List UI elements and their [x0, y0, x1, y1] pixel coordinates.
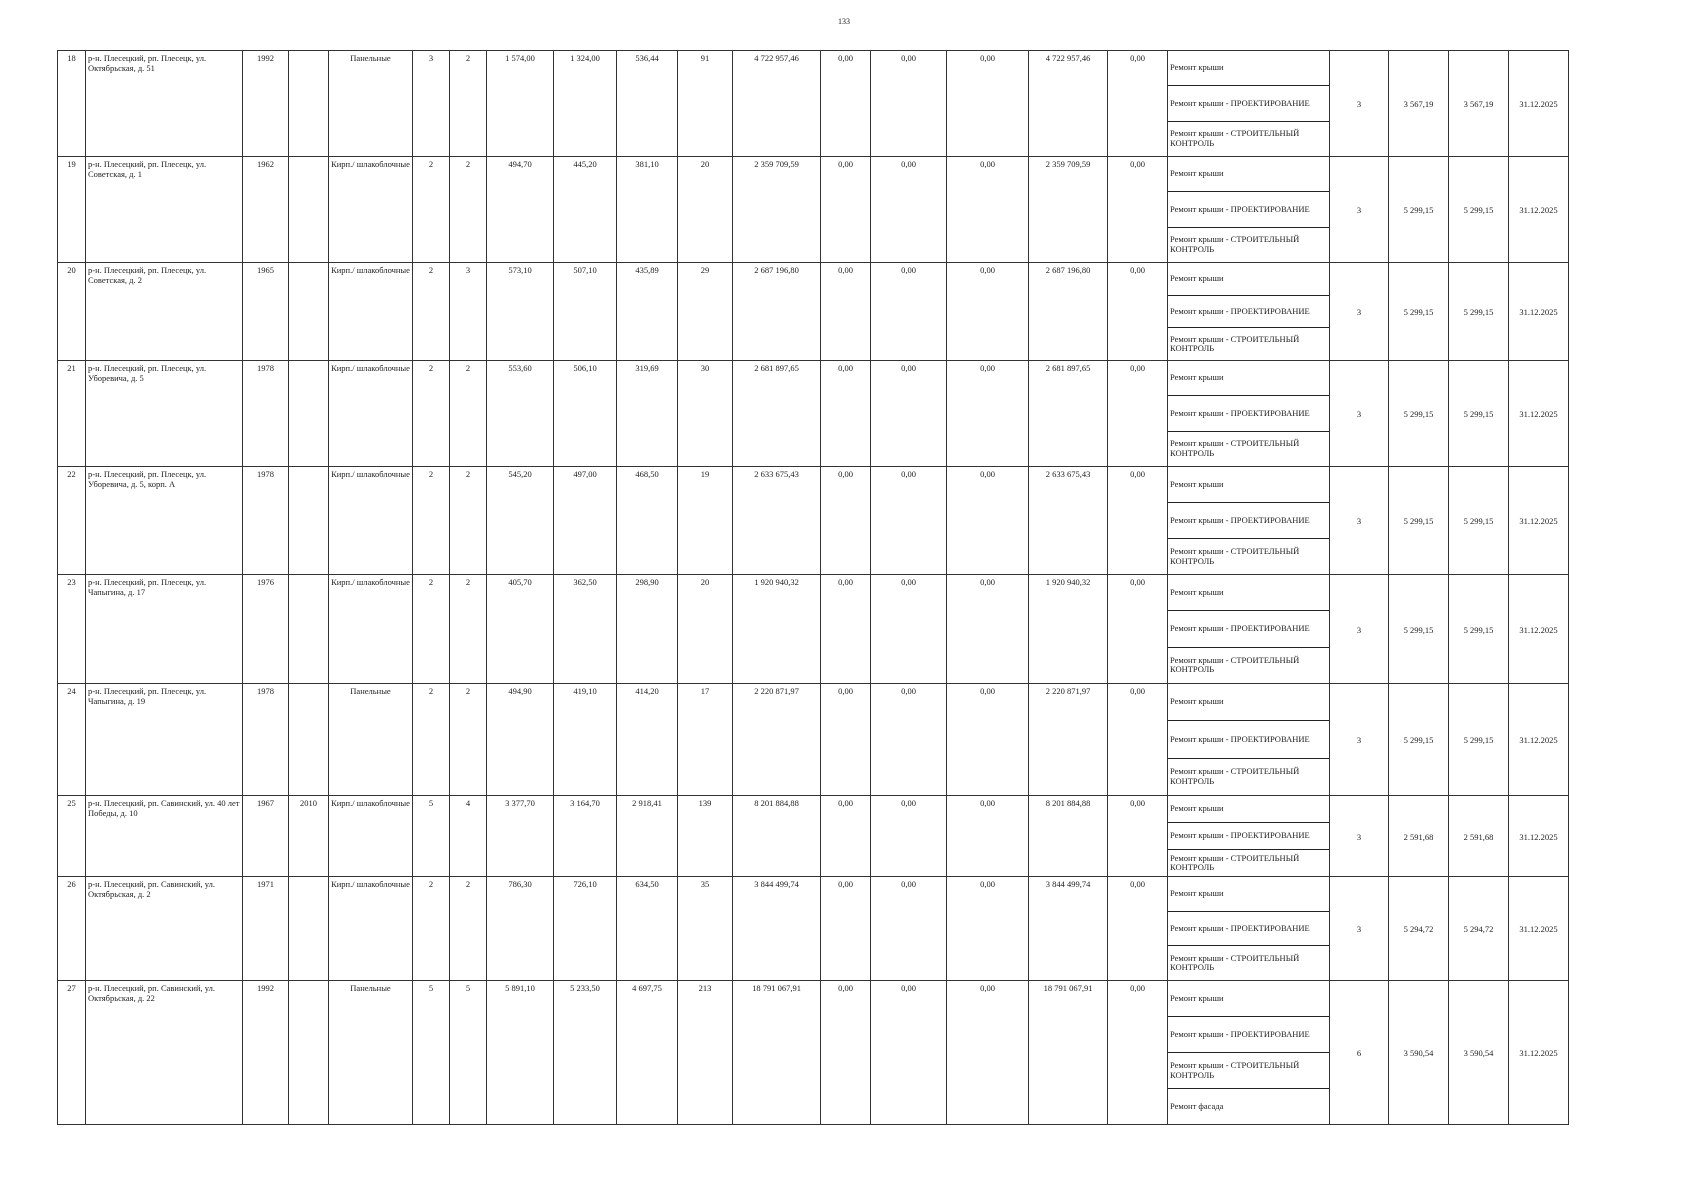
cell-p1: 3 590,54 — [1389, 981, 1449, 1125]
cell-tot: 1 920 940,32 — [733, 575, 821, 684]
table-row — [58, 263, 1569, 361]
cell-a3: 435,89 — [617, 263, 678, 361]
table-row — [58, 467, 1569, 575]
cell-mat: Кирп./ шлакоблочные — [329, 361, 413, 467]
cell-f1: 0,00 — [821, 877, 871, 981]
work-item: Ремонт крыши — [1168, 684, 1329, 721]
cell-a1: 573,10 — [487, 263, 554, 361]
work-item: Ремонт крыши — [1168, 51, 1329, 86]
cell-f3: 0,00 — [947, 467, 1029, 575]
cell-mat: Панельные — [329, 51, 413, 157]
cell-tot: 2 681 897,65 — [733, 361, 821, 467]
work-item: Ремонт крыши - СТРОИТЕЛЬНЫЙ КОНТРОЛЬ — [1168, 1053, 1329, 1089]
cell-own: 2 687 196,80 — [1029, 263, 1108, 361]
cell-f1: 0,00 — [821, 157, 871, 263]
cell-date: 31.12.2025 — [1509, 981, 1569, 1125]
cell-a2: 506,10 — [554, 361, 617, 467]
cell-a2: 1 324,00 — [554, 51, 617, 157]
cell-a1: 553,60 — [487, 361, 554, 467]
cell-addr: р-н. Плесецкий, рп. Плесецк, ул. Октябрьская, д. 51 — [86, 51, 243, 157]
works-list — [1168, 684, 1330, 796]
cell-f1: 0,00 — [821, 575, 871, 684]
work-item: Ремонт крыши - СТРОИТЕЛЬНЫЙ КОНТРОЛЬ — [1170, 234, 1300, 254]
cell-oth: 0,00 — [1108, 263, 1168, 361]
cell-n: 26 — [58, 877, 86, 981]
cell-date: 31.12.2025 — [1509, 361, 1569, 467]
cell-entr: 2 — [450, 157, 487, 263]
work-item: Ремонт крыши — [1168, 467, 1329, 503]
cell-res: 139 — [678, 796, 733, 877]
cell-addr: р-н. Плесецкий, рп. Савинский, ул. 40 лет Победы, д. 10 — [86, 796, 243, 877]
table-row — [58, 684, 1569, 796]
cell-a2: 419,10 — [554, 684, 617, 796]
cell-oth: 0,00 — [1108, 467, 1168, 575]
cell-f2: 0,00 — [871, 361, 947, 467]
cell-f3: 0,00 — [947, 575, 1029, 684]
cell-date: 31.12.2025 — [1509, 157, 1569, 263]
works-list — [1168, 981, 1330, 1125]
cell-date: 31.12.2025 — [1509, 575, 1569, 684]
cell-p1: 5 299,15 — [1389, 467, 1449, 575]
cell-a1: 494,70 — [487, 157, 554, 263]
work-item: Ремонт крыши - ПРОЕКТИРОВАНИЕ — [1168, 192, 1329, 227]
cell-mat: Панельные — [329, 981, 413, 1125]
cell-entr: 2 — [450, 684, 487, 796]
cell-floors: 3 — [413, 51, 450, 157]
cell-f2: 0,00 — [871, 877, 947, 981]
works-list — [1168, 467, 1330, 575]
work-item: Ремонт крыши — [1168, 263, 1329, 296]
work-item: Ремонт крыши - ПРОЕКТИРОВАНИЕ — [1168, 396, 1329, 431]
cell-a2: 3 164,70 — [554, 796, 617, 877]
cell-a3: 634,50 — [617, 877, 678, 981]
cell-n: 21 — [58, 361, 86, 467]
cell-tot: 2 687 196,80 — [733, 263, 821, 361]
cell-p2: 5 299,15 — [1449, 157, 1509, 263]
cell-f1: 0,00 — [821, 361, 871, 467]
cell-year: 1978 — [243, 467, 289, 575]
cell-p2: 5 299,15 — [1449, 684, 1509, 796]
works-list — [1168, 263, 1330, 361]
cell-f1: 0,00 — [821, 51, 871, 157]
cell-entr: 2 — [450, 51, 487, 157]
table-row — [58, 361, 1569, 467]
cell-floors: 5 — [413, 981, 450, 1125]
cell-tot: 2 359 709,59 — [733, 157, 821, 263]
cell-n: 27 — [58, 981, 86, 1125]
works-list — [1168, 51, 1330, 157]
works-list — [1168, 877, 1330, 981]
cell-a2: 726,10 — [554, 877, 617, 981]
cell-floors: 2 — [413, 877, 450, 981]
cell-res: 30 — [678, 361, 733, 467]
cell-f2: 0,00 — [871, 981, 947, 1125]
cell-year_rec — [289, 684, 329, 796]
cell-f1: 0,00 — [821, 981, 871, 1125]
cell-floors: 5 — [413, 796, 450, 877]
cell-year_rec — [289, 877, 329, 981]
cell-p2: 5 299,15 — [1449, 361, 1509, 467]
cell-oth: 0,00 — [1108, 877, 1168, 981]
cell-f1: 0,00 — [821, 263, 871, 361]
cell-floors: 2 — [413, 263, 450, 361]
cell-p2: 3 567,19 — [1449, 51, 1509, 157]
cell-year_rec — [289, 263, 329, 361]
cell-a1: 3 377,70 — [487, 796, 554, 877]
work-item: Ремонт крыши - СТРОИТЕЛЬНЫЙ КОНТРОЛЬ — [1170, 852, 1300, 872]
cell-f1: 0,00 — [821, 796, 871, 877]
work-item: Ремонт крыши - ПРОЕКТИРОВАНИЕ — [1168, 823, 1329, 850]
cell-a3: 2 918,41 — [617, 796, 678, 877]
cell-mat: Кирп./ шлакоблочные — [329, 796, 413, 877]
cell-addr: р-н. Плесецкий, рп. Плесецк, ул. Уборевича, д. 5, корп. А — [86, 467, 243, 575]
cell-year: 1971 — [243, 877, 289, 981]
cell-mat: Кирп./ шлакоблочные — [329, 467, 413, 575]
cell-date: 31.12.2025 — [1509, 263, 1569, 361]
cell-date: 31.12.2025 — [1509, 877, 1569, 981]
cell-a3: 414,20 — [617, 684, 678, 796]
cell-oth: 0,00 — [1108, 981, 1168, 1125]
work-item: Ремонт крыши — [1168, 157, 1329, 192]
cell-own: 2 681 897,65 — [1029, 361, 1108, 467]
cell-year: 1992 — [243, 981, 289, 1125]
table-row — [58, 575, 1569, 684]
cell-wc: 3 — [1330, 684, 1389, 796]
cell-res: 213 — [678, 981, 733, 1125]
cell-p1: 5 299,15 — [1389, 263, 1449, 361]
cell-a1: 5 891,10 — [487, 981, 554, 1125]
page-number: 133 — [838, 17, 850, 26]
table-row — [58, 796, 1569, 877]
cell-a1: 1 574,00 — [487, 51, 554, 157]
cell-res: 17 — [678, 684, 733, 796]
cell-date: 31.12.2025 — [1509, 796, 1569, 877]
cell-f3: 0,00 — [947, 981, 1029, 1125]
cell-p2: 5 299,15 — [1449, 263, 1509, 361]
cell-f1: 0,00 — [821, 684, 871, 796]
cell-mat: Кирп./ шлакоблочные — [329, 877, 413, 981]
cell-addr: р-н. Плесецкий, рп. Плесецк, ул. Советская, д. 1 — [86, 157, 243, 263]
cell-wc: 3 — [1330, 796, 1389, 877]
cell-own: 4 722 957,46 — [1029, 51, 1108, 157]
cell-f3: 0,00 — [947, 51, 1029, 157]
cell-own: 2 359 709,59 — [1029, 157, 1108, 263]
table-row — [58, 157, 1569, 263]
cell-year: 1967 — [243, 796, 289, 877]
cell-year: 1978 — [243, 361, 289, 467]
cell-mat: Кирп./ шлакоблочные — [329, 575, 413, 684]
cell-wc: 3 — [1330, 575, 1389, 684]
cell-addr: р-н. Плесецкий, рп. Плесецк, ул. Чапыгина, д. 19 — [86, 684, 243, 796]
cell-year_rec — [289, 51, 329, 157]
cell-addr: р-н. Плесецкий, рп. Плесецк, ул. Советская, д. 2 — [86, 263, 243, 361]
work-item: Ремонт крыши - ПРОЕКТИРОВАНИЕ — [1168, 1017, 1329, 1053]
cell-tot: 8 201 884,88 — [733, 796, 821, 877]
cell-f2: 0,00 — [871, 796, 947, 877]
cell-floors: 2 — [413, 684, 450, 796]
cell-oth: 0,00 — [1108, 684, 1168, 796]
cell-f2: 0,00 — [871, 575, 947, 684]
cell-entr: 2 — [450, 467, 487, 575]
cell-f3: 0,00 — [947, 263, 1029, 361]
cell-p1: 5 299,15 — [1389, 575, 1449, 684]
cell-year: 1992 — [243, 51, 289, 157]
cell-tot: 2 220 871,97 — [733, 684, 821, 796]
cell-wc: 6 — [1330, 981, 1389, 1125]
cell-res: 19 — [678, 467, 733, 575]
cell-a1: 405,70 — [487, 575, 554, 684]
cell-year: 1978 — [243, 684, 289, 796]
cell-f2: 0,00 — [871, 157, 947, 263]
cell-own: 2 220 871,97 — [1029, 684, 1108, 796]
cell-own: 1 920 940,32 — [1029, 575, 1108, 684]
cell-tot: 4 722 957,46 — [733, 51, 821, 157]
work-item: Ремонт крыши - ПРОЕКТИРОВАНИЕ — [1168, 912, 1329, 947]
works-list — [1168, 361, 1330, 467]
cell-addr: р-н. Плесецкий, рп. Савинский, ул. Октябрьская, д. 22 — [86, 981, 243, 1125]
cell-entr: 2 — [450, 361, 487, 467]
cell-floors: 2 — [413, 361, 450, 467]
table-row — [58, 51, 1569, 157]
cell-wc: 3 — [1330, 157, 1389, 263]
cell-year_rec: 2010 — [289, 796, 329, 877]
cell-res: 29 — [678, 263, 733, 361]
cell-mat: Кирп./ шлакоблочные — [329, 263, 413, 361]
cell-p1: 5 299,15 — [1389, 684, 1449, 796]
cell-wc: 3 — [1330, 467, 1389, 575]
work-item: Ремонт крыши - ПРОЕКТИРОВАНИЕ — [1168, 296, 1329, 329]
work-item: Ремонт крыши — [1168, 575, 1329, 611]
work-item: Ремонт крыши - СТРОИТЕЛЬНЫЙ КОНТРОЛЬ — [1170, 438, 1300, 458]
cell-a2: 445,20 — [554, 157, 617, 263]
work-item: Ремонт крыши - ПРОЕКТИРОВАНИЕ — [1168, 611, 1329, 647]
cell-p2: 3 590,54 — [1449, 981, 1509, 1125]
cell-oth: 0,00 — [1108, 796, 1168, 877]
cell-f3: 0,00 — [947, 877, 1029, 981]
cell-f3: 0,00 — [947, 796, 1029, 877]
cell-p1: 5 294,72 — [1389, 877, 1449, 981]
work-item: Ремонт крыши - СТРОИТЕЛЬНЫЙ КОНТРОЛЬ — [1170, 654, 1300, 675]
cell-a2: 5 233,50 — [554, 981, 617, 1125]
cell-p2: 2 591,68 — [1449, 796, 1509, 877]
cell-year: 1976 — [243, 575, 289, 684]
cell-date: 31.12.2025 — [1509, 684, 1569, 796]
work-item: Ремонт крыши - ПРОЕКТИРОВАНИЕ — [1168, 721, 1329, 758]
work-item: Ремонт крыши - ПРОЕКТИРОВАНИЕ — [1168, 503, 1329, 539]
works-list — [1168, 796, 1330, 877]
cell-n: 18 — [58, 51, 86, 157]
cell-wc: 3 — [1330, 51, 1389, 157]
work-item: Ремонт крыши — [1168, 877, 1329, 912]
cell-entr: 2 — [450, 575, 487, 684]
table-row — [58, 877, 1569, 981]
cell-res: 20 — [678, 575, 733, 684]
cell-addr: р-н. Плесецкий, рп. Плесецк, ул. Чапыгина, д. 17 — [86, 575, 243, 684]
cell-year_rec — [289, 361, 329, 467]
works-list — [1168, 157, 1330, 263]
cell-n: 19 — [58, 157, 86, 263]
cell-own: 3 844 499,74 — [1029, 877, 1108, 981]
cell-date: 31.12.2025 — [1509, 467, 1569, 575]
cell-year: 1962 — [243, 157, 289, 263]
cell-floors: 2 — [413, 467, 450, 575]
cell-oth: 0,00 — [1108, 361, 1168, 467]
work-item: Ремонт крыши - СТРОИТЕЛЬНЫЙ КОНТРОЛЬ — [1170, 333, 1300, 354]
work-item: Ремонт крыши — [1168, 981, 1329, 1017]
cell-n: 23 — [58, 575, 86, 684]
cell-a3: 381,10 — [617, 157, 678, 263]
cell-wc: 3 — [1330, 877, 1389, 981]
cell-mat: Кирп./ шлакоблочные — [329, 157, 413, 263]
cell-tot: 2 633 675,43 — [733, 467, 821, 575]
table-body — [58, 51, 1569, 1125]
cell-f3: 0,00 — [947, 157, 1029, 263]
cell-oth: 0,00 — [1108, 157, 1168, 263]
cell-p1: 5 299,15 — [1389, 157, 1449, 263]
work-item: Ремонт крыши - СТРОИТЕЛЬНЫЙ КОНТРОЛЬ — [1170, 128, 1300, 148]
cell-a3: 4 697,75 — [617, 981, 678, 1125]
cell-date: 31.12.2025 — [1509, 51, 1569, 157]
cell-own: 18 791 067,91 — [1029, 981, 1108, 1125]
cell-a1: 786,30 — [487, 877, 554, 981]
cell-oth: 0,00 — [1108, 51, 1168, 157]
cell-f2: 0,00 — [871, 51, 947, 157]
works-list — [1168, 575, 1330, 684]
work-item: Ремонт фасада — [1170, 1100, 1224, 1111]
cell-year_rec — [289, 157, 329, 263]
cell-f1: 0,00 — [821, 467, 871, 575]
cell-n: 24 — [58, 684, 86, 796]
cell-p2: 5 294,72 — [1449, 877, 1509, 981]
work-item: Ремонт крыши - СТРОИТЕЛЬНЫЙ КОНТРОЛЬ — [1170, 766, 1300, 786]
cell-p1: 2 591,68 — [1389, 796, 1449, 877]
cell-f2: 0,00 — [871, 467, 947, 575]
cell-entr: 4 — [450, 796, 487, 877]
work-item: Ремонт крыши - СТРОИТЕЛЬНЫЙ КОНТРОЛЬ — [1170, 546, 1300, 566]
cell-year_rec — [289, 981, 329, 1125]
cell-tot: 3 844 499,74 — [733, 877, 821, 981]
cell-a3: 319,69 — [617, 361, 678, 467]
cell-a2: 507,10 — [554, 263, 617, 361]
cell-wc: 3 — [1330, 263, 1389, 361]
cell-tot: 18 791 067,91 — [733, 981, 821, 1125]
table-row — [58, 981, 1569, 1125]
cell-own: 2 633 675,43 — [1029, 467, 1108, 575]
cell-f3: 0,00 — [947, 361, 1029, 467]
work-item: Ремонт крыши - СТРОИТЕЛЬНЫЙ КОНТРОЛЬ — [1170, 952, 1300, 973]
cell-floors: 2 — [413, 157, 450, 263]
housing-register-table — [57, 50, 1569, 1125]
cell-addr: р-н. Плесецкий, рп. Савинский, ул. Октябрьская, д. 2 — [86, 877, 243, 981]
cell-a1: 494,90 — [487, 684, 554, 796]
cell-a3: 298,90 — [617, 575, 678, 684]
cell-entr: 5 — [450, 981, 487, 1125]
cell-p2: 5 299,15 — [1449, 575, 1509, 684]
cell-p2: 5 299,15 — [1449, 467, 1509, 575]
cell-a2: 497,00 — [554, 467, 617, 575]
cell-p1: 5 299,15 — [1389, 361, 1449, 467]
cell-f3: 0,00 — [947, 684, 1029, 796]
cell-a2: 362,50 — [554, 575, 617, 684]
cell-a1: 545,20 — [487, 467, 554, 575]
cell-addr: р-н. Плесецкий, рп. Плесецк, ул. Уборевича, д. 5 — [86, 361, 243, 467]
cell-a3: 536,44 — [617, 51, 678, 157]
work-item: Ремонт крыши — [1168, 361, 1329, 396]
cell-res: 20 — [678, 157, 733, 263]
cell-own: 8 201 884,88 — [1029, 796, 1108, 877]
cell-year_rec — [289, 575, 329, 684]
cell-res: 91 — [678, 51, 733, 157]
cell-mat: Панельные — [329, 684, 413, 796]
cell-n: 22 — [58, 467, 86, 575]
cell-res: 35 — [678, 877, 733, 981]
cell-floors: 2 — [413, 575, 450, 684]
cell-a3: 468,50 — [617, 467, 678, 575]
cell-oth: 0,00 — [1108, 575, 1168, 684]
cell-entr: 2 — [450, 877, 487, 981]
cell-p1: 3 567,19 — [1389, 51, 1449, 157]
work-item: Ремонт крыши - ПРОЕКТИРОВАНИЕ — [1168, 86, 1329, 121]
cell-wc: 3 — [1330, 361, 1389, 467]
cell-n: 20 — [58, 263, 86, 361]
work-item: Ремонт крыши — [1168, 796, 1329, 823]
cell-entr: 3 — [450, 263, 487, 361]
cell-f2: 0,00 — [871, 263, 947, 361]
cell-f2: 0,00 — [871, 684, 947, 796]
cell-n: 25 — [58, 796, 86, 877]
cell-year: 1965 — [243, 263, 289, 361]
cell-year_rec — [289, 467, 329, 575]
